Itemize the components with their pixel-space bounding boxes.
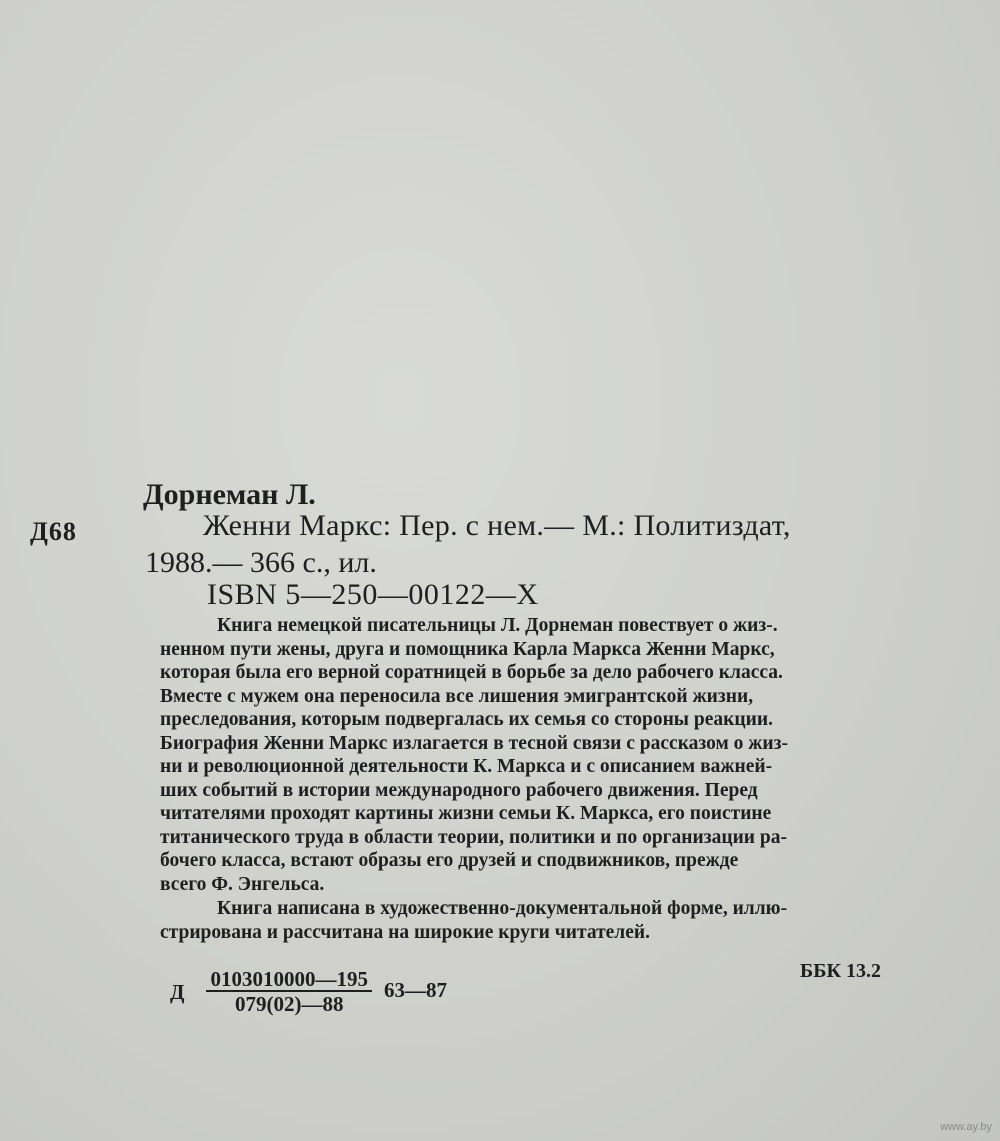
classification-fraction [170,968,447,1016]
annotation-line: ших событий в истории международного рабочего движения. Перед [160,779,758,801]
imprint-line: 1988.— 366 с., ил. [145,546,377,579]
annotation-line: Биография Женни Маркс излагается в тесной связи с рассказом о жиз- [160,732,788,754]
note-paragraph [160,897,787,944]
watermark: www.ay.by [940,1121,992,1133]
catalog-code: Д68 [30,517,77,546]
isbn: ISBN 5—250—00122—Х [207,578,539,611]
annotation-line: преследования, которым подвергалась их семья со стороны реакции. [160,709,773,730]
annotation-line: титанического труда в области теории, политики и по организации ра- [160,826,787,848]
annotation-line: ни и революционной деятельности К. Маркса и с описанием важней- [160,756,773,777]
fraction-prefix: Д [170,979,185,1004]
annotation-line: читателями проходят картины жизни семьи К. Маркса, его поистине [160,803,772,824]
note-line: стрирована и рассчитана на широкие круги читателей. [160,921,651,943]
annotation-line: Вместе с мужем она переносила все лишения эмигрантской жизни, [160,685,754,707]
fraction [206,968,372,1016]
fraction-denominator: 079(02)—88 [234,992,344,1016]
annotation-line: ненном пути жены, друга и помощника Карла Маркса Женни Маркс, [160,638,775,660]
note-line: Книга написана в художественно-документальной форме, иллю- [217,898,788,919]
annotation-line: Книга немецкой писательницы Л. Дорнеман повествует о жиз-. [217,615,778,636]
bbk-code: ББК 13.2 [800,960,881,982]
title-line: Женни Маркс: Пер. с нем.— М.: Политиздат, [203,509,791,542]
fraction-suffix: 63—87 [383,978,447,1002]
fraction-numerator: 0103010000—195 [206,968,372,992]
annotation-line: бочего класса, встают образы его друзей и сподвижников, прежде [160,850,739,871]
annotation-line: которая была его верной соратницей в борьбе за дело рабочего класса. [160,662,783,683]
annotation-paragraph [160,614,788,896]
annotation-line: всего Ф. Энгельса. [160,873,325,895]
author-heading: Дорнеман Л. [143,478,316,511]
